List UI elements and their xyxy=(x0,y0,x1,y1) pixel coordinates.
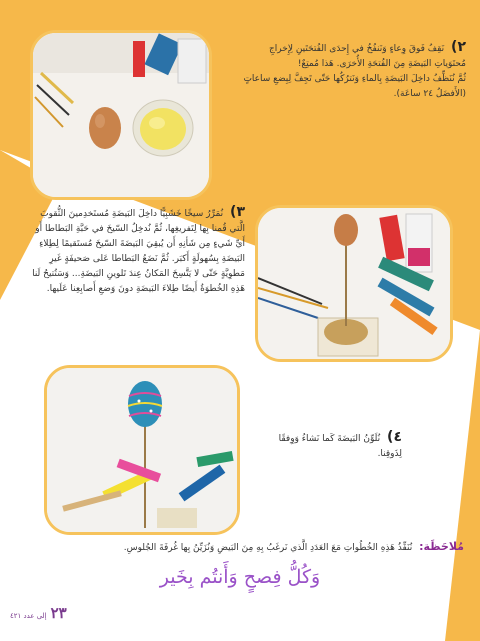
closing-greeting: وَكُلُّ فِصحٍ وَأَنتُم بِخَير xyxy=(159,566,321,588)
issue-label: إلى عدد ٤٢١ xyxy=(10,612,47,620)
step-2-text-continued: ثُمَّ نُنَظِّفُ داخِلَ البَيضَةِ بِالماءِ وَنَترُكُها حَتّى تَجِفَّ لِبِضعِ ساعاتٍ (الأَفضَلُ ٢٤ ساعَة). xyxy=(243,74,466,99)
egg-on-skewer-in-potato-photo xyxy=(258,208,450,359)
egg-and-yolk-bowl-photo xyxy=(33,33,209,197)
note-text: نُنَفِّذُ هَذِهِ الخُطُواتِ مَعَ العَدَدِ الَّذي نَرغَبُ بِهِ مِنَ البَيضِ وَنُزَيِّنُ بِها غُرفَةَ الجُلوسِ. xyxy=(123,543,413,553)
photo-painted-egg xyxy=(44,365,240,535)
step-2-number: ٢) xyxy=(451,39,466,55)
note-label: مُلاحَظَة: xyxy=(419,540,464,553)
step-2 xyxy=(238,40,466,102)
photo-egg-on-skewer xyxy=(255,205,453,362)
page-footer xyxy=(10,604,67,622)
page-number: ٢٣ xyxy=(50,604,67,622)
note xyxy=(60,540,464,553)
step-3-text: نُمَرِّرُ سيخًا خَشَبِيًّا داخِلَ البَيضَةِ مُستَخدِمينَ الثُّقوبَ الَّتي قُمنا بِها لِتَفريغِها، ثُمَّ نُدخِلُ السّيخَ في حَبَّةِ البَطاطا أَو أَيِّ شَيءٍ مِن شَأنِهِ أَن يُبقِيَ البَيضَةَ السّيخَ مُستَقيمًا لِطِلاءِ البَيضَةِ بِسُهولَةٍ أَكبَر. ثُمَّ نَضَعُ البَطاطا عَلى صَحيفَةٍ غَيرِ مَطوِيَّةٍ حَتّى لا يَتَّسِخَ المَكانُ عِندَ تَلوينِ البَيضَةِ... وَسَتُتيحُ لَنا هَذِهِ الخُطوَةُ أَيضًا طِلاءَ البَيضَةِ دونَ وَضعِ أَصابِعِنا عَلَيها. xyxy=(32,209,245,294)
step-4-text: نُلَوِّنُ البَيضَةَ كَما نَشاءُ وَوِفقًا لِذَوقِنا. xyxy=(278,434,402,459)
painted-egg-with-markers-photo xyxy=(47,368,237,532)
step-4 xyxy=(252,430,402,462)
step-2-text: نَقِفُ فَوقَ وِعاءٍ وَنَنفُخُ في إِحدَى الفُتحَتَينِ لِإِخراجِ مُحتَوَياتِ البَيضَةِ مِنَ الفُتحَةِ الأُخرَى. هَذا مُمتِعٌ! xyxy=(269,44,466,69)
step-3 xyxy=(30,205,245,297)
step-4-number: ٤) xyxy=(387,429,402,445)
photo-egg-and-bowl xyxy=(30,30,212,200)
step-3-number: ٣) xyxy=(230,204,245,220)
